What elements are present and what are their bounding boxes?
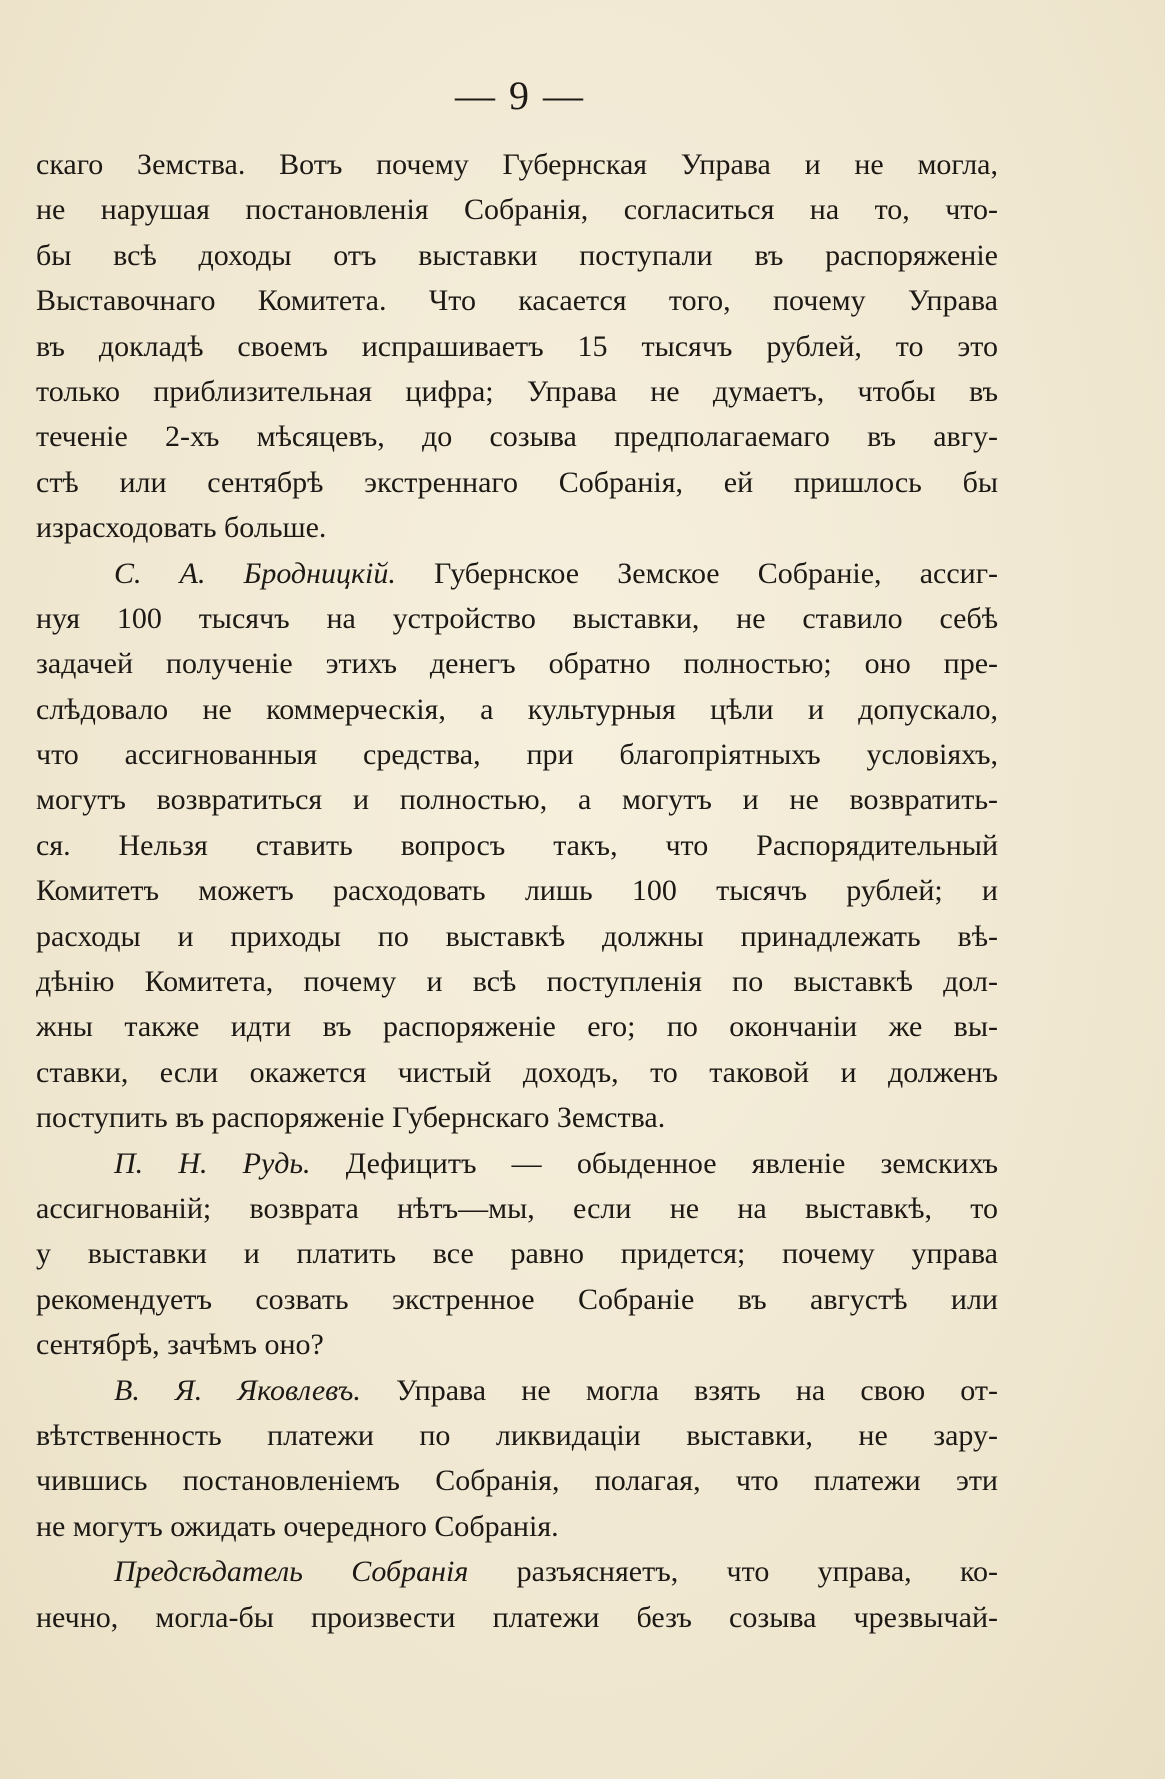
text-line: поступить въ распоряженіе Губернскаго Земства. [36, 1101, 666, 1135]
text-line: вѣтственность платежи по ликвидаціи выставки, не зару- [36, 1418, 998, 1452]
text-line: ставки, если окажется чистый доходъ, то таковой и долженъ [36, 1055, 998, 1089]
text-run: Дефицитъ — обыденное явленіе земскихъ [310, 1146, 998, 1180]
text-line: не могутъ ожидать очередного Собранія. [36, 1509, 559, 1543]
paragraph-chairman [36, 1549, 998, 1640]
text-line: въ докладѣ своемъ испрашиваетъ 15 тысячъ рублей, то это [36, 329, 998, 363]
text-line [36, 1141, 998, 1186]
text-line: Выставочнаго Комитета. Что касается того, почему Управа [36, 284, 998, 318]
text-line: бы всѣ доходы отъ выставки поступали въ распоряженіе [36, 238, 998, 272]
text-line: рекомендуетъ созвать экстренное Собраніе въ августѣ или [36, 1282, 998, 1316]
text-line: слѣдовало не коммерческія, а культурныя цѣли и допускало, [36, 692, 998, 726]
text-line: жны также идти въ распоряженіе его; по окончаніи же вы- [36, 1010, 998, 1044]
text-line: что ассигнованныя средства, при благопріятныхъ условіяхъ, [36, 738, 998, 772]
paragraph-continuation [36, 142, 998, 551]
paragraph-yakovlev [36, 1368, 998, 1550]
text-line: не нарушая постановленія Собранія, согласиться на то, что- [36, 193, 998, 227]
speaker-name: С. А. Бродницкій. [114, 556, 396, 590]
text-line: ся. Нельзя ставить вопросъ такъ, что Распорядительный [36, 828, 998, 862]
text-line: чившись постановленіемъ Собранія, полагая, что платежи эти [36, 1464, 998, 1498]
paragraph-rud [36, 1141, 998, 1368]
text-line: задачей полученіе этихъ денегъ обратно полностью; оно пре- [36, 647, 998, 681]
text-run: Губернское Земское Собраніе, ассиг- [395, 556, 998, 590]
speaker-name: Предсѣдатель Собранія [114, 1555, 469, 1589]
text-line: ассигнованій; возврата нѣтъ—мы, если не на выставкѣ, то [36, 1191, 998, 1225]
text-line: скаго Земства. Вотъ почему Губернская Управа и не могла, [36, 148, 998, 181]
text-run: разъясняетъ, что управа, ко- [468, 1555, 998, 1589]
text-line: нечно, могла-бы произвести платежи безъ созыва чрезвычай- [36, 1600, 998, 1634]
text-line: дѣнію Комитета, почему и всѣ поступленія по выставкѣ дол- [36, 965, 998, 999]
body-text [36, 142, 998, 1640]
text-line: израсходовать больше. [36, 511, 327, 545]
speaker-name: П. Н. Рудь. [114, 1146, 311, 1180]
text-line: сентябрѣ, зачѣмъ оно? [36, 1328, 324, 1362]
text-line: только приблизительная цифра; Управа не думаетъ, чтобы въ [36, 374, 998, 408]
text-line [36, 1368, 998, 1413]
text-line [36, 1549, 998, 1594]
text-line [36, 551, 998, 596]
text-line: нуя 100 тысячъ на устройство выставки, не ставило себѣ [36, 601, 998, 635]
text-run: Управа не могла взять на свою от- [360, 1373, 998, 1407]
paragraph-brodnitsky [36, 551, 998, 1141]
text-line: у выставки и платить все равно придется; почему управа [36, 1237, 998, 1271]
text-line: расходы и приходы по выставкѣ должны принадлежать вѣ- [36, 919, 998, 953]
text-line: Комитетъ можетъ расходовать лишь 100 тысячъ рублей; и [36, 874, 998, 908]
speaker-name: В. Я. Яковлевъ. [114, 1373, 361, 1407]
page-number: — 9 — [455, 73, 585, 118]
text-line: теченіе 2-хъ мѣсяцевъ, до созыва предполагаемаго въ авгу- [36, 420, 998, 454]
text-line: стѣ или сентябрѣ экстреннаго Собранія, ей пришлось бы [36, 465, 998, 499]
text-line: могутъ возвратиться и полностью, а могутъ и не возвратить- [36, 783, 998, 817]
